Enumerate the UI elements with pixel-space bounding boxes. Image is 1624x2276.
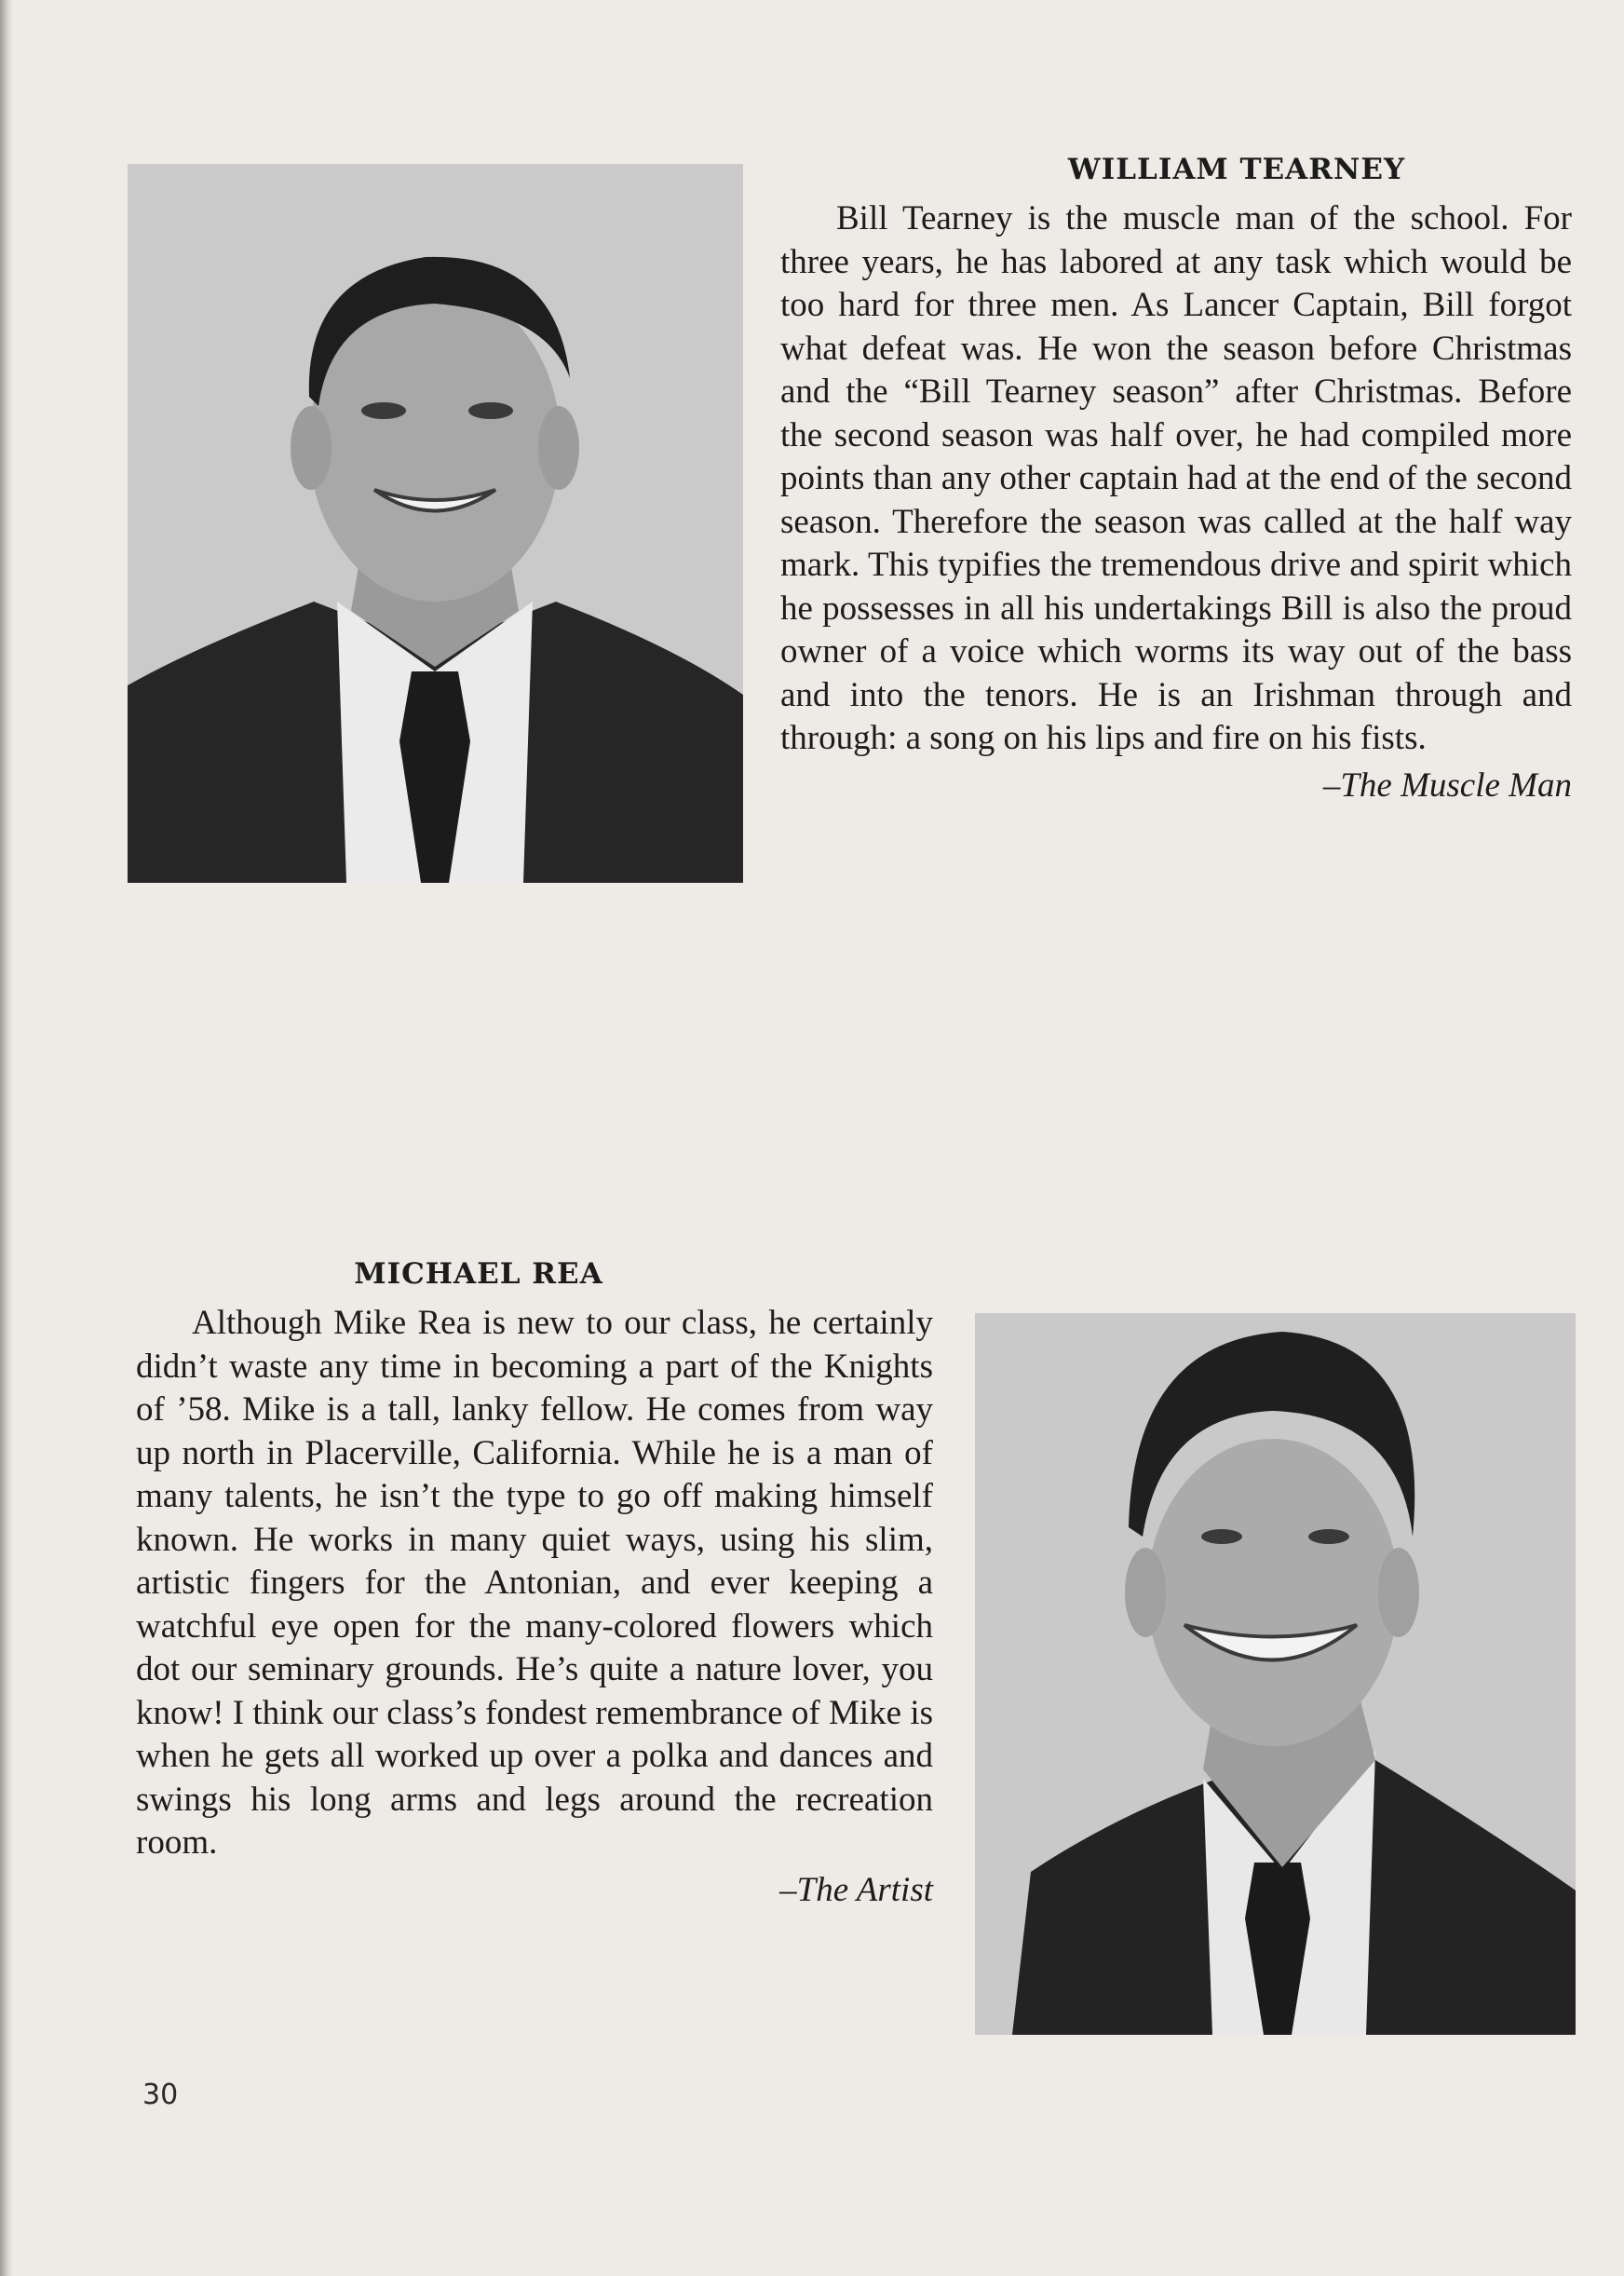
portrait-photo-william-tearney <box>128 164 743 883</box>
entry-title: WILLIAM TEARNEY <box>1067 153 1406 186</box>
page-binding-edge <box>0 0 13 2276</box>
entry-body: Bill Tearney is the muscle man of the school. For three years, he has labored at any task which would be too hard for three men. As Lancer Captain, Bill forgot what defeat was. He won the season before Christmas and the “Bill Tearney season” after Christmas. Before the second season was half over, he had compiled more points than any other captain had at the end of the second season. Therefore the season was called at the half way mark. This typifies the tremendous drive and spirit which he possesses in all his undertakings Bill is also the proud owner of a voice which worms its way out of the bass and into the tenors. He is an Irishman through and through: a song on his lips and fire on his fists. <box>780 199 1572 757</box>
entry-title: MICHAEL REA <box>354 1257 603 1291</box>
entry-signoff: –The Muscle Man <box>1322 765 1572 805</box>
entry-william-tearney <box>780 149 1572 807</box>
portrait-photo-michael-rea <box>975 1313 1576 2035</box>
entry-signoff: –The Artist <box>779 1870 933 1909</box>
entry-michael-rea <box>136 1253 933 1912</box>
page-number: 30 <box>142 2079 179 2111</box>
entry-body: Although Mike Rea is new to our class, he certainly didn’t waste any time in becoming a part of the Knights of ’58. Mike is a tall, lanky fellow. He comes from way up north in Placerville, California. While he is a man of many talents, he isn’t the type to go off making himself known. He works in many quiet ways, using his slim, artistic fingers for the Antonian, and ever keeping a watchful eye open for the many-colored flowers which dot our seminary grounds. He’s quite a nature lover, you know! I think our class’s fondest remembrance of Mike is when he gets all worked up over a polka and dances and swings his long arms and legs around the recreation room. <box>136 1304 933 1862</box>
